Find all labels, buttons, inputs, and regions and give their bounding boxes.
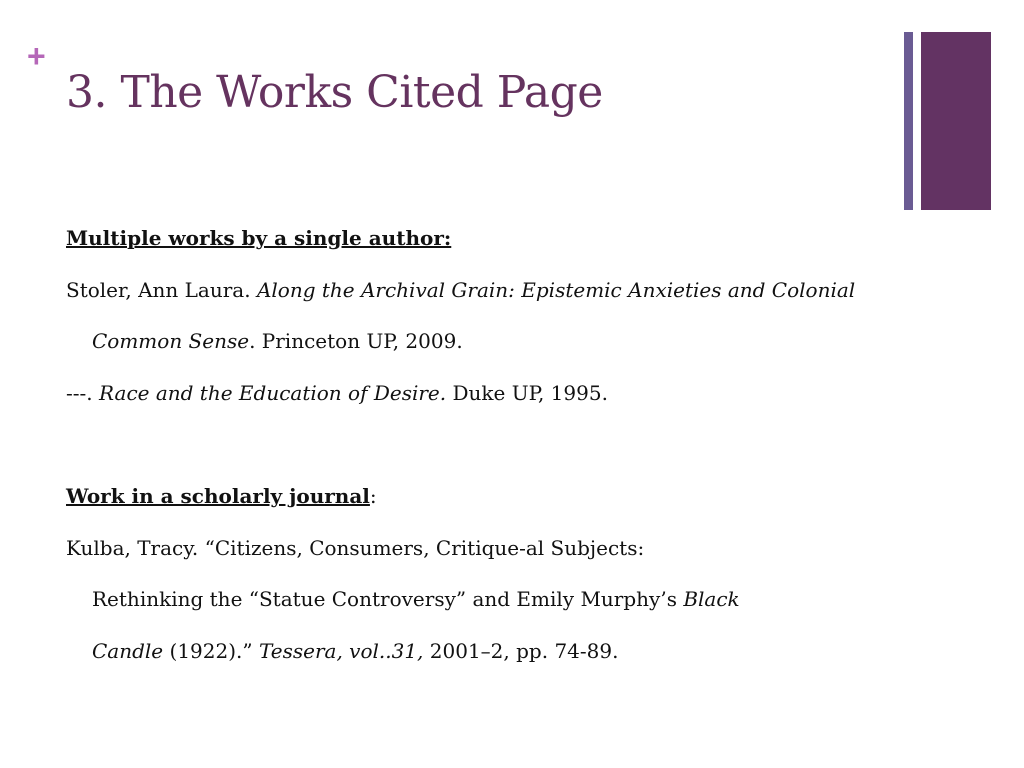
citation-title: Race and the Education of Desire. [99,380,447,405]
section-heading-single-author [66,221,906,273]
citation-publisher: . Princeton UP, 2009. [249,329,463,354]
citation-stoler-2 [66,376,906,428]
citation-stoler-1-line2 [66,324,906,376]
citation-title-cont: Common Sense [92,329,250,354]
citation-kulba-line1 [66,531,906,583]
slide-title: 3. The Works Cited Page [66,67,603,118]
slide-body [66,221,906,685]
citation-author: Stoler, Ann Laura. [66,277,257,302]
accent-bar-thin [904,32,913,210]
citation-author: ---. [66,380,99,405]
citation-journal: Tessera, vol..31, [258,638,424,663]
plus-icon: + [27,38,46,74]
citation-pages: 2001–2, pp. 74-89. [423,638,619,663]
section-heading-journal [66,479,906,531]
spacer [66,427,906,479]
citation-text: Kulba, Tracy. “Citizens, Consumers, Critique-al Subjects: [66,535,645,560]
heading-text: Multiple works by a single author: [66,226,452,250]
citation-book-title: Black [683,587,740,612]
citation-text: (1922).” [163,638,259,663]
citation-stoler-1-line1 [66,273,906,325]
citation-kulba-line3 [66,634,906,686]
citation-title: Along the Archival Grain: Epistemic Anxieties and Colonial [256,277,856,302]
heading-text: Work in a scholarly journal [66,483,370,508]
citation-book-title-cont: Candle [92,638,164,663]
citation-publisher: Duke UP, 1995. [446,380,608,405]
heading-colon: : [369,483,377,508]
citation-kulba-line2 [66,582,906,634]
accent-bar-thick [921,32,991,210]
citation-text: Rethinking the “Statue Controversy” and Emily Murphy’s [92,587,684,612]
